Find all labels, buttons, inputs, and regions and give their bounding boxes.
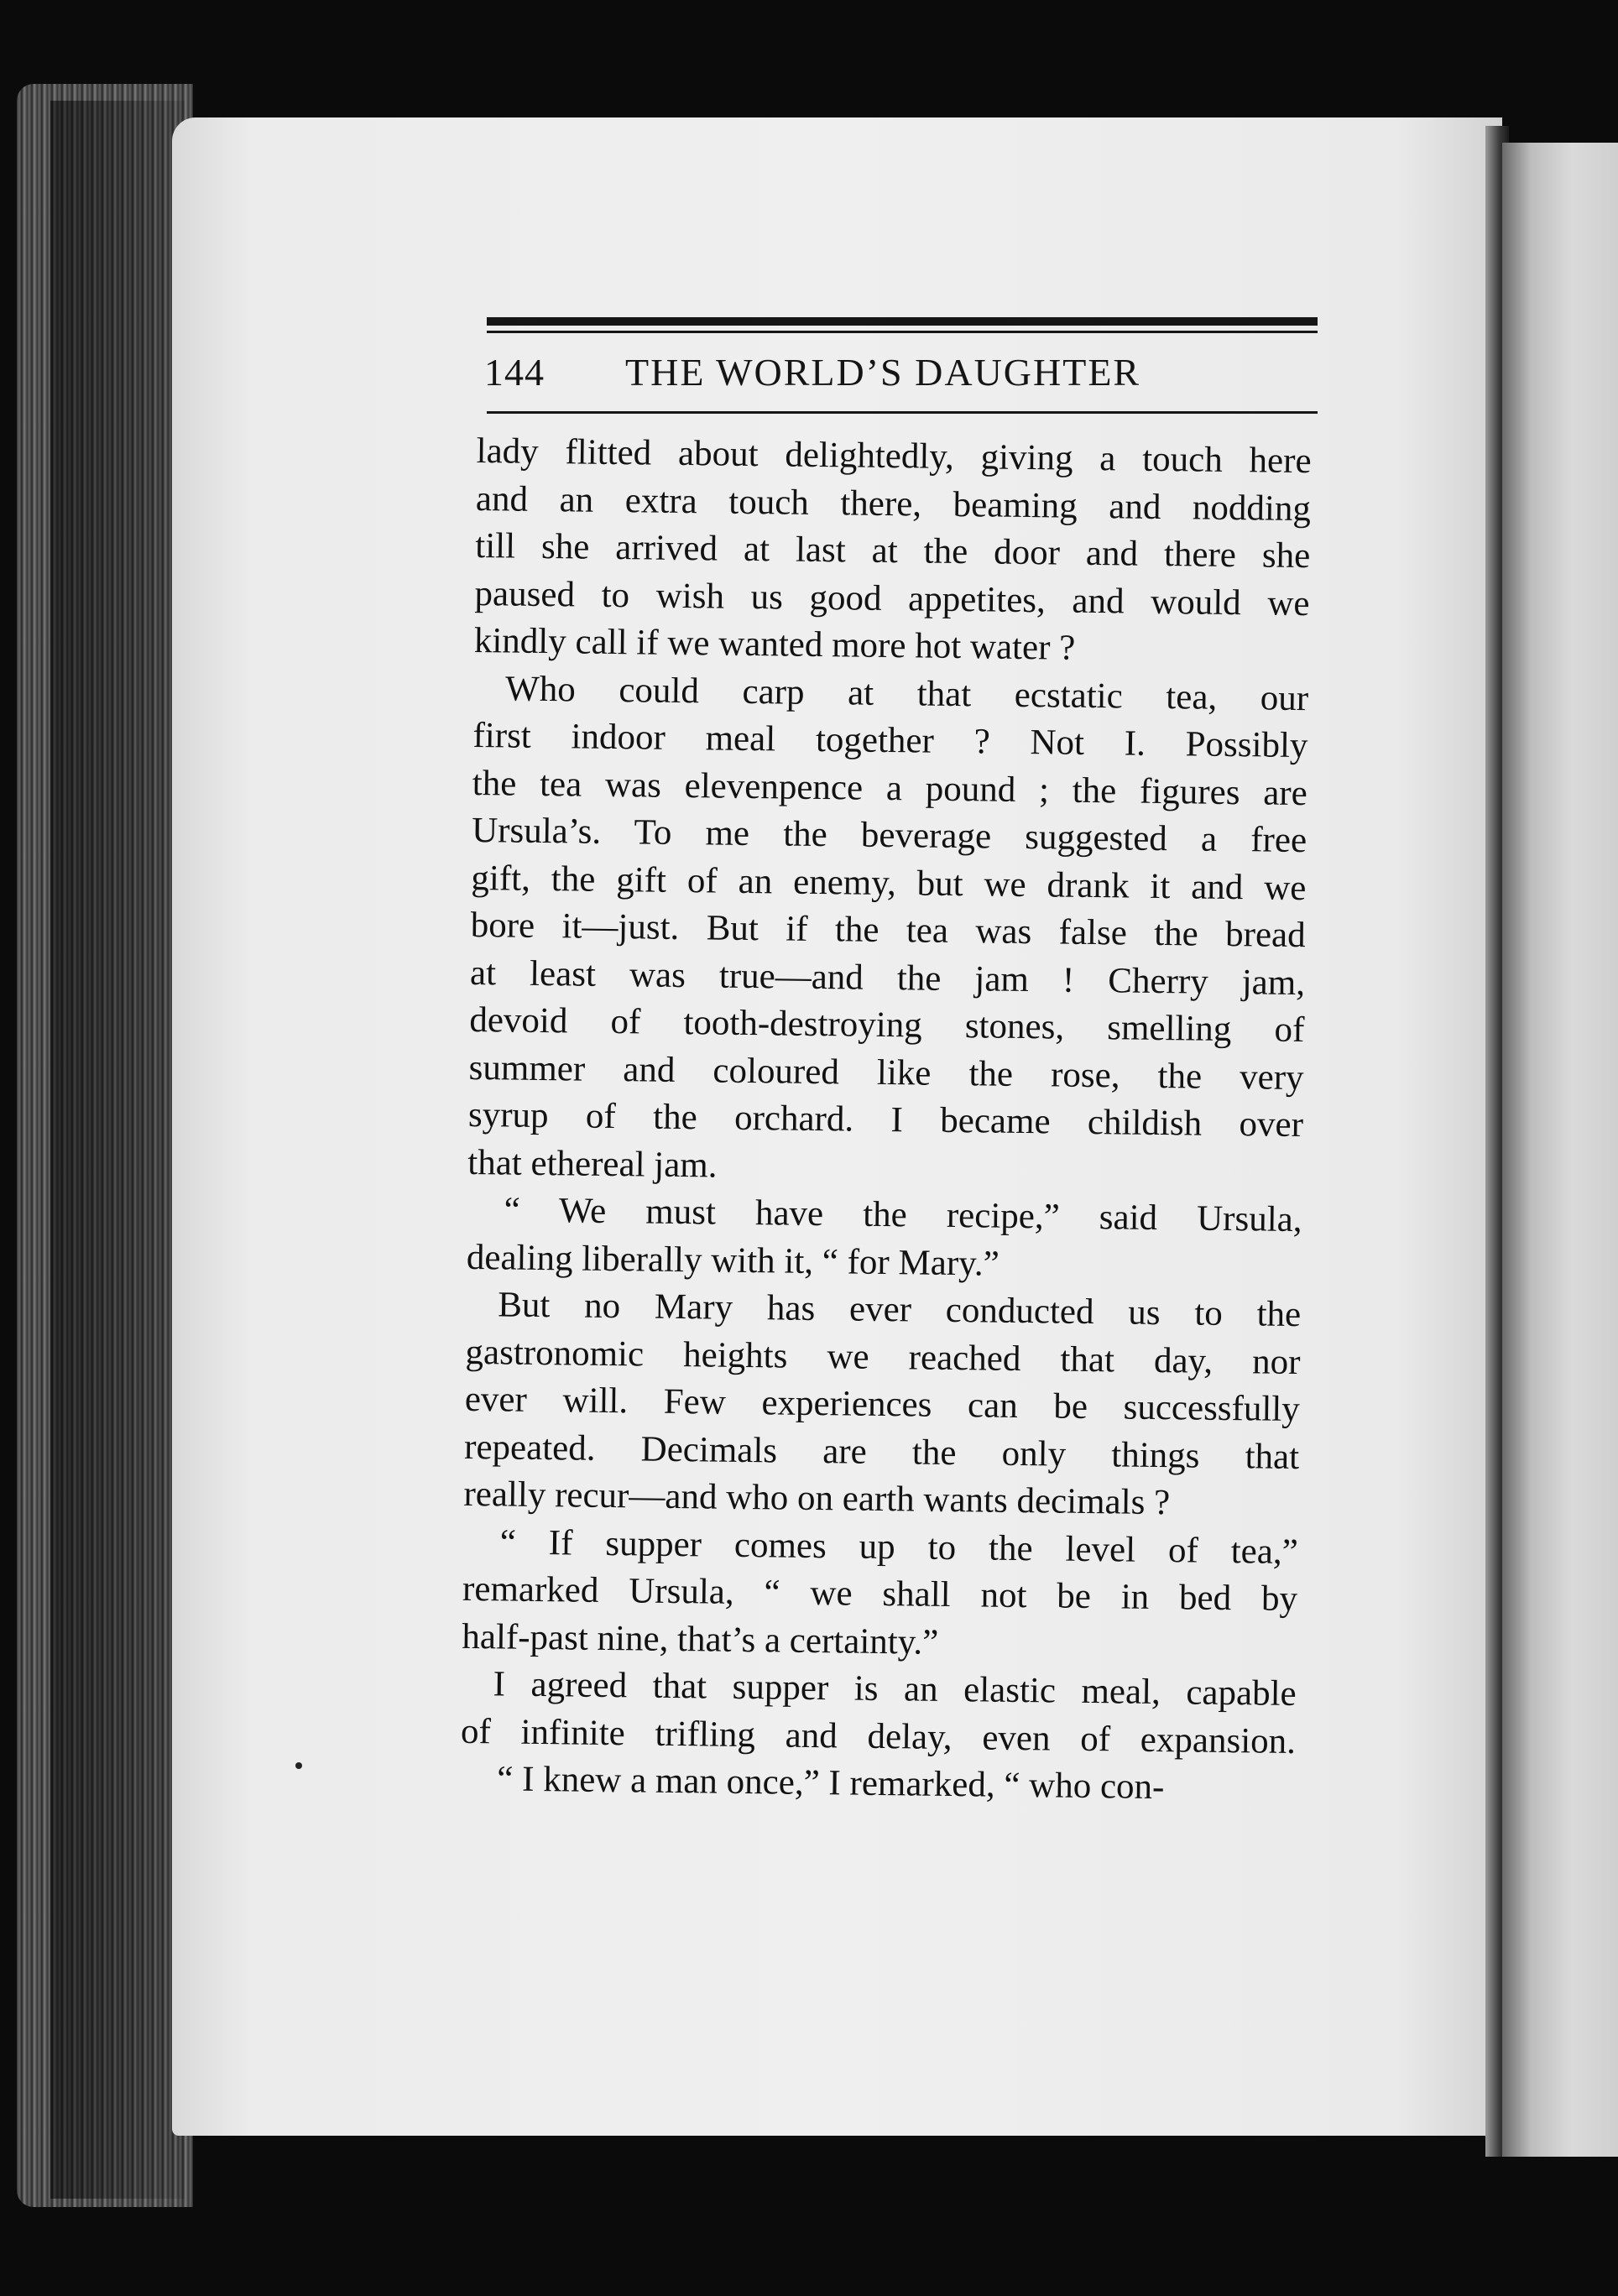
- body-text: [460, 428, 1312, 1813]
- page-header: [483, 340, 1322, 399]
- text-line: lady flitted about delightedly, giving a touch here: [476, 430, 1312, 482]
- text-line: remarked Ursula, “ we shall not be in bed by: [462, 1568, 1298, 1620]
- text-line: kindly call if we wanted more hot water ?: [473, 620, 1076, 668]
- text-line: the tea was elevenpence a pound ; the figures are: [472, 763, 1308, 813]
- text-line: summer and coloured like the rose, the very: [468, 1047, 1304, 1098]
- page-speck: [295, 1762, 302, 1769]
- text-line: and an extra touch there, beaming and nodding: [475, 478, 1312, 529]
- running-head: THE WORLD’S DAUGHTER: [625, 351, 1141, 394]
- text-line: repeated. Decimals are the only things that: [463, 1427, 1300, 1477]
- text-line: bore it—just. But if the tea was false the bread: [470, 905, 1306, 956]
- text-line: “ If supper comes up to the level of tea,”: [499, 1521, 1299, 1572]
- page-number: 144: [484, 351, 545, 394]
- text-line: Ursula’s. To me the beverage suggested a free: [471, 810, 1307, 861]
- text-line: But no Mary has ever conducted us to the: [497, 1285, 1302, 1335]
- text-line: of infinite trifling and delay, even of expansion.: [460, 1711, 1297, 1761]
- text-line: gastronomic heights we reached that day, nor: [465, 1332, 1301, 1382]
- text-line: ever will. Few experiences can be successfully: [464, 1379, 1301, 1430]
- header-rule-thin: [487, 331, 1318, 333]
- header-rule-thick: [487, 317, 1318, 326]
- text-line: paused to wish us good appetites, and would we: [474, 573, 1310, 624]
- facing-page-edge: [1502, 143, 1618, 2157]
- text-line: at least was true—and the jam ! Cherry jam,: [469, 952, 1306, 1003]
- text-line: half-past nine, that’s a certainty.”: [462, 1616, 939, 1662]
- text-line: devoid of tooth-destroying stones, smelling of: [469, 999, 1305, 1051]
- text-line: syrup of the orchard. I became childish over: [467, 1094, 1304, 1145]
- text-line: gift, the gift of an enemy, but we drank it and we: [471, 858, 1307, 908]
- text-line: really recur—and who on earth wants decimals ?: [463, 1474, 1171, 1523]
- text-line: Who could carp at that ecstatic tea, our: [504, 668, 1309, 718]
- text-line: first indoor meal together ? Not I. Possibly: [472, 715, 1308, 766]
- text-line: that ethereal jam.: [467, 1142, 718, 1186]
- text-line: I agreed that supper is an elastic meal, capable: [493, 1664, 1297, 1714]
- book-edge-shadow: [50, 101, 185, 2199]
- header-rule-bottom: [487, 411, 1318, 414]
- text-line: “ I knew a man once,” I remarked, “ who con-: [497, 1759, 1165, 1808]
- text-line: till she arrived at last at the door and there she: [474, 525, 1311, 577]
- text-line: “ We must have the recipe,” said Ursula,: [504, 1190, 1302, 1240]
- text-line: dealing liberally with it, “ for Mary.”: [466, 1237, 1000, 1284]
